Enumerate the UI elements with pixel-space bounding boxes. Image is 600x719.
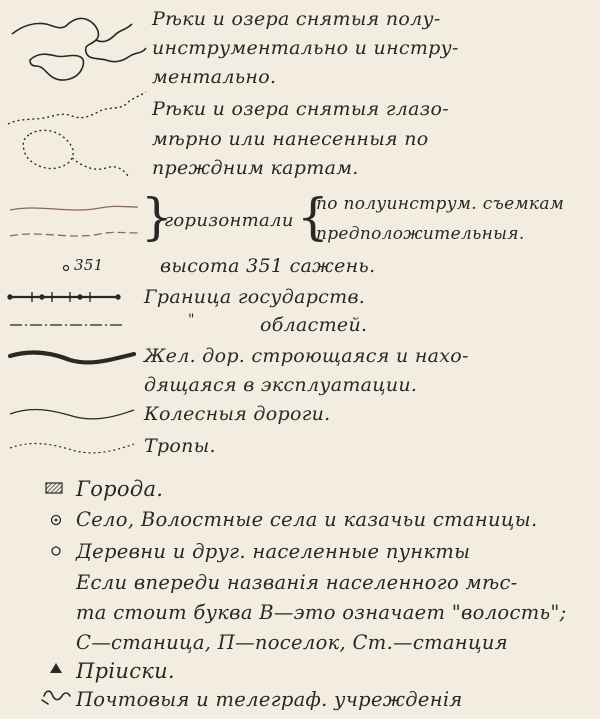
village-major-symbol [52, 516, 61, 525]
rivers-eye-line-2: мѣрно или нанесенныя по [152, 128, 429, 150]
contours-label: горизонтали [164, 210, 294, 231]
river-eye-symbol [8, 92, 146, 176]
post-telegraph-label: Почтовыя и телеграф. учрежденія [76, 688, 463, 711]
contour-right-brace: { [297, 188, 329, 246]
rivers-eye-line-1: Рѣки и озера снятыя глазо- [152, 98, 449, 120]
post-telegraph-symbol [42, 691, 70, 704]
height-point-symbol [64, 266, 69, 271]
river-instrumental-symbol [12, 18, 146, 80]
rivers-instrumental-line-2: инструментально и инстру- [152, 37, 459, 59]
settlement-note-line-1: Если впереди названія населенного мѣс- [76, 571, 518, 594]
rivers-instrumental-line-3: ментально. [152, 66, 277, 88]
rivers-eye-line-3: преждним картам. [152, 157, 359, 179]
villages-minor-label: Деревни и друг. населенные пункты [76, 540, 471, 563]
wheel-road-symbol [10, 410, 134, 419]
mine-symbol [50, 663, 62, 673]
village-minor-symbol [52, 547, 60, 555]
contour-left-brace: } [141, 188, 173, 246]
state-border-symbol [8, 292, 120, 302]
paths-label: Тропы. [144, 435, 216, 457]
railway-line-1: Жел. дор. строющаяся и нахо- [144, 345, 469, 367]
railway-line-2: дящаяся в эксплуатации. [144, 374, 418, 396]
height-marker-value: 351 [74, 256, 104, 274]
settlement-note-line-3: С—станица, П—поселок, Ст.—станция [76, 631, 508, 654]
path-symbol [10, 444, 134, 453]
contour-assumed-line [10, 232, 138, 236]
railway-symbol [10, 353, 134, 363]
contours-option-survey: по полуинструм. съемкам [316, 194, 565, 214]
wheel-roads-label: Колесныя дороги. [144, 403, 331, 425]
region-ditto-mark: " [188, 312, 195, 328]
towns-label: Города. [76, 477, 164, 501]
contours-option-assumed: предположительныя. [316, 224, 525, 244]
height-label: высота 351 сажень. [160, 255, 376, 277]
rivers-instrumental-line-1: Рѣки и озера снятыя полу- [152, 8, 441, 30]
settlement-note-line-2: та стоит буква В—это означает "волость"; [76, 601, 567, 624]
mines-label: Пріиски. [76, 659, 175, 683]
villages-major-label: Село, Волостные села и казачьи станицы. [76, 508, 538, 531]
region-border-label: областей. [260, 314, 368, 336]
town-symbol [46, 483, 62, 493]
state-border-label: Граница государств. [144, 286, 366, 308]
contour-survey-line [10, 206, 138, 210]
